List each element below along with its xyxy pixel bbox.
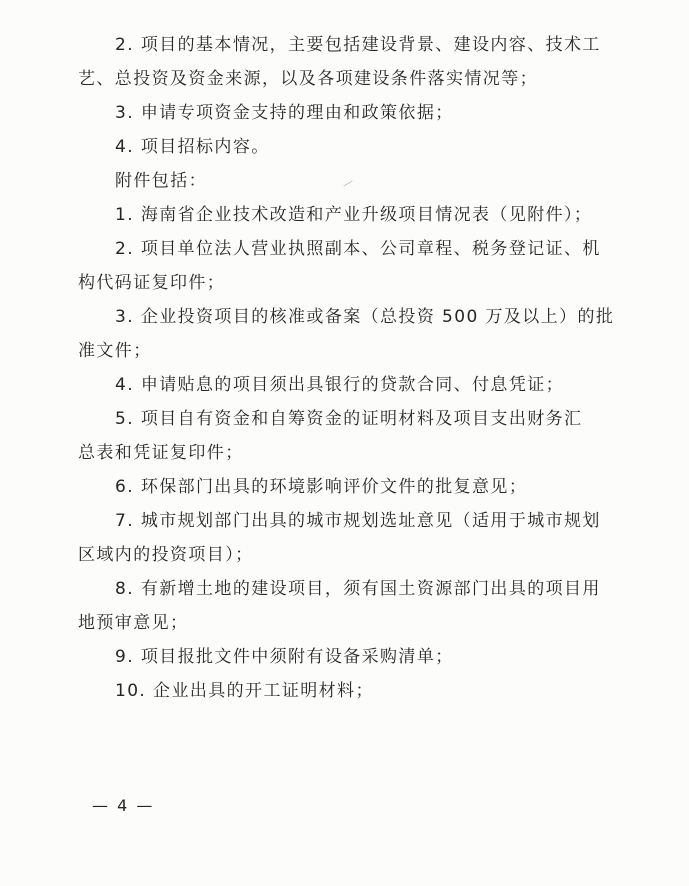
page-number: — 4 — xyxy=(92,796,155,815)
text-line: 2. 项目的基本情况，主要包括建设背景、建设内容、技术工 xyxy=(115,35,601,55)
text-line: 1. 海南省企业技术改造和产业升级项目情况表（见附件）； xyxy=(115,205,593,225)
text-line: 10. 企业出具的开工证明材料； xyxy=(115,681,374,701)
text-line: 7. 城市规划部门出具的城市规划选址意见（适用于城市规划 xyxy=(115,511,601,531)
text-line: 总表和凭证复印件； xyxy=(78,443,244,463)
text-line: 艺、总投资及资金来源，以及各项建设条件落实情况等； xyxy=(78,69,538,89)
text-line: 4. 申请贴息的项目须出具银行的贷款合同、付息凭证； xyxy=(115,375,565,395)
text-line: 3. 企业投资项目的核准或备案（总投资 500 万及以上）的批 xyxy=(115,307,615,327)
text-line: 2. 项目单位法人营业执照副本、公司章程、税务登记证、机 xyxy=(115,239,601,259)
text-line: 4. 项目招标内容。 xyxy=(115,137,270,157)
text-line: 附件包括： xyxy=(115,171,207,191)
text-line: 6. 环保部门出具的环境影响评价文件的批复意见； xyxy=(115,477,528,497)
text-line: 8. 有新增土地的建设项目，须有国土资源部门出具的项目用 xyxy=(115,579,601,599)
text-line: 3. 申请专项资金支持的理由和政策依据； xyxy=(115,103,454,123)
text-line: 5. 项目自有资金和自筹资金的证明材料及项目支出财务汇 xyxy=(115,409,583,429)
body-text xyxy=(78,33,615,704)
text-line: 9. 项目报批文件中须附有设备采购清单； xyxy=(115,647,454,667)
text-line: 构代码证复印件； xyxy=(78,273,226,293)
text-line: 地预审意见； xyxy=(78,613,189,633)
text-line: 准文件； xyxy=(78,341,152,361)
text-line: 区域内的投资项目）； xyxy=(78,545,254,565)
